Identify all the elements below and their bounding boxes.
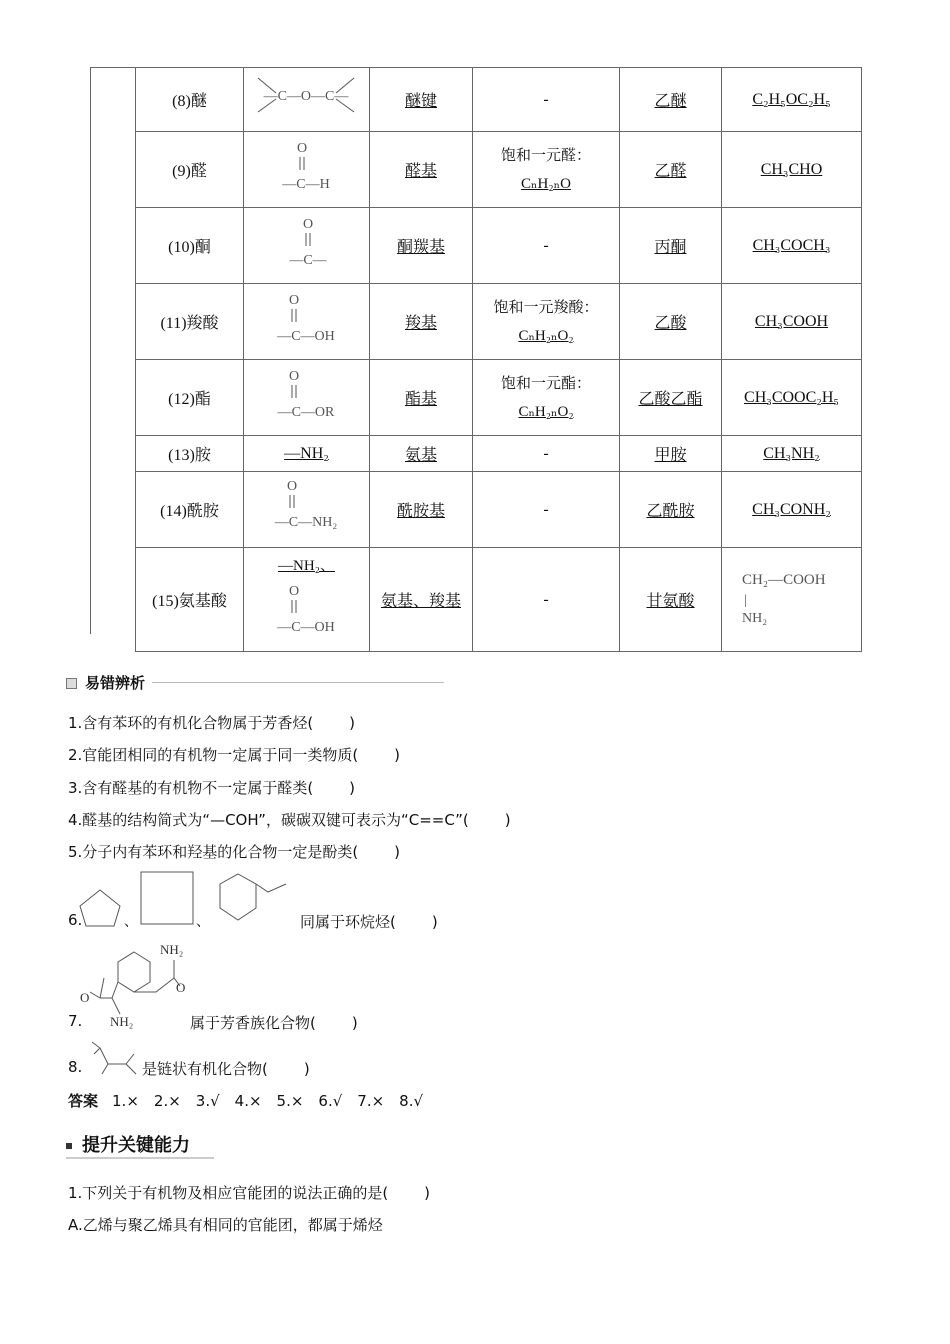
general-formula-cell: 饱和一元酯： CₙH₂ₙO₂ <box>473 360 620 436</box>
svg-text:—C—OH: —C—OH <box>277 619 335 635</box>
functional-group-table <box>135 67 862 652</box>
svg-text:、: 、 <box>124 915 138 930</box>
svg-text:—C—O—C—: —C—O—C— <box>263 89 349 104</box>
carboxylic-acid-structure <box>244 284 369 354</box>
amide-structure <box>244 472 369 542</box>
general-formula-cell: - <box>473 208 620 284</box>
class-cell: (15)氨基酸 <box>136 548 244 652</box>
name-cell: 甘氨酸 <box>620 548 722 652</box>
aldehyde-structure <box>244 132 369 202</box>
formula-cell <box>722 548 862 652</box>
question-item: 属于芳香族化合物( ) <box>190 1014 358 1032</box>
general-formula-cell: - <box>473 68 620 132</box>
structure-cell <box>244 208 370 284</box>
cyclobutane-ring <box>141 872 193 924</box>
table-row <box>136 208 862 284</box>
section-title-ability: 提升关键能力 <box>66 1131 190 1157</box>
formula-cell: CH₃COOH <box>722 284 862 360</box>
name-cell: 乙酸 <box>620 284 722 360</box>
ketone-structure <box>244 208 369 278</box>
cyclohexane-ring <box>220 874 256 920</box>
svg-text:O: O <box>288 583 300 599</box>
general-formula-cell: - <box>473 436 620 472</box>
formula-cell: C₂H₅OC₂H₅ <box>722 68 862 132</box>
general-formula-cell: - <box>473 548 620 652</box>
structure-cell: —NH₂、 O —C—OH <box>244 548 370 652</box>
general-formula-cell: 饱和一元羧酸： CₙH₂ₙO₂ <box>473 284 620 360</box>
question-item: 3.含有醛基的有机物不一定属于醛类( ) <box>68 779 356 797</box>
answer-line: 答案 1.× 2.× 3.√ 4.× 5.× 6.√ 7.× 8.√ <box>68 1092 424 1110</box>
svg-text:NH₂: NH₂ <box>160 942 184 957</box>
svg-text:—C—H: —C—H <box>282 177 330 192</box>
class-cell: (14)酰胺 <box>136 472 244 548</box>
svg-text:—C—NH₂: —C—NH₂ <box>274 515 338 530</box>
table-row <box>136 132 862 208</box>
question-8-number: 8. <box>68 1058 83 1076</box>
class-cell: (10)酮 <box>136 208 244 284</box>
formula-cell: CH₃CHO <box>722 132 862 208</box>
table-left-column <box>90 67 136 634</box>
svg-text:O: O <box>80 990 90 1005</box>
question-item: 5.分子内有苯环和羟基的化合物一定是酚类( ) <box>68 843 401 861</box>
amino-acid-structure <box>244 579 369 641</box>
name-cell: 乙酸乙酯 <box>620 360 722 436</box>
question-item: 1.下列关于有机物及相应官能团的说法正确的是( ) <box>68 1184 431 1202</box>
class-cell: (12)酯 <box>136 360 244 436</box>
cyclopentane-ring <box>80 890 120 926</box>
group-cell: 氨基、羧基 <box>370 548 473 652</box>
name-cell: 乙醛 <box>620 132 722 208</box>
ester-structure <box>244 360 369 430</box>
svg-text:O: O <box>176 980 186 995</box>
svg-text:O: O <box>286 479 298 494</box>
table-row <box>136 472 862 548</box>
formula-cell: CH₃COOC₂H₅ <box>722 360 862 436</box>
svg-text:O: O <box>288 369 300 384</box>
question-item: 1.含有苯环的有机化合物属于芳香烃( ) <box>68 714 356 732</box>
question-6-number: 6. <box>68 911 83 929</box>
structure-cell: —NH₂ <box>244 436 370 472</box>
structure-cell <box>244 68 370 132</box>
section-marker-icon <box>66 678 77 689</box>
question-item: 4.醛基的结构简式为“—COH”，碳碳双键可表示为“C==C”( ) <box>68 811 511 829</box>
svg-text:CH₂—COOH: CH₂—COOH <box>742 572 826 588</box>
svg-text:—C—: —C— <box>289 253 327 268</box>
table-row <box>136 68 862 132</box>
structure-cell <box>244 284 370 360</box>
amino-ketone-structure <box>76 938 196 1030</box>
class-cell: (11)羧酸 <box>136 284 244 360</box>
table-row <box>136 436 862 472</box>
section-divider <box>66 1157 214 1159</box>
question-item: 同属于环烷烃( ) <box>300 913 438 931</box>
name-cell: 乙酰胺 <box>620 472 722 548</box>
name-cell: 丙酮 <box>620 208 722 284</box>
class-cell: (9)醛 <box>136 132 244 208</box>
group-cell: 氨基 <box>370 436 473 472</box>
question-7-number: 7. <box>68 1012 83 1030</box>
group-cell: 醛基 <box>370 132 473 208</box>
svg-text:NH₂: NH₂ <box>742 611 768 626</box>
svg-text:O: O <box>296 141 308 156</box>
group-cell: 酮羰基 <box>370 208 473 284</box>
table-row <box>136 548 862 652</box>
question-item: 是链状有机化合物( ) <box>142 1060 310 1078</box>
cycloalkane-structures <box>78 868 318 938</box>
svg-text:—C—OH: —C—OH <box>277 329 335 344</box>
structure-cell <box>244 360 370 436</box>
question-item: 2.官能团相同的有机物一定属于同一类物质( ) <box>68 746 401 764</box>
option-a: A.乙烯与聚乙烯具有相同的官能团，都属于烯烃 <box>68 1216 383 1234</box>
structure-cell <box>244 472 370 548</box>
general-formula-cell: 饱和一元醛： CₙH₂ₙO <box>473 132 620 208</box>
formula-cell: CH₃COCH₃ <box>722 208 862 284</box>
table-row <box>136 360 862 436</box>
class-cell: (8)醚 <box>136 68 244 132</box>
group-cell: 羧基 <box>370 284 473 360</box>
section-title-errors: 易错辨析 <box>66 672 145 693</box>
glycine-structure <box>722 562 861 632</box>
class-cell: (13)胺 <box>136 436 244 472</box>
svg-text:、: 、 <box>196 915 210 930</box>
structure-cell <box>244 132 370 208</box>
name-cell: 乙醚 <box>620 68 722 132</box>
formula-cell: CH₃CONH₂ <box>722 472 862 548</box>
svg-text:O: O <box>288 293 300 308</box>
section-divider <box>152 682 444 683</box>
ether-structure <box>244 68 369 126</box>
table-row <box>136 284 862 360</box>
svg-text:O: O <box>302 217 314 232</box>
svg-text:—C—OR: —C—OR <box>277 405 335 420</box>
svg-text:NH₂: NH₂ <box>110 1014 134 1029</box>
group-cell: 酰胺基 <box>370 472 473 548</box>
formula-cell: CH₃NH₂ <box>722 436 862 472</box>
general-formula-cell: - <box>473 472 620 548</box>
name-cell: 甲胺 <box>620 436 722 472</box>
section-marker-icon <box>66 1143 72 1149</box>
branched-chain-structure <box>92 1040 142 1080</box>
svg-text:|: | <box>744 593 747 608</box>
group-cell: 酯基 <box>370 360 473 436</box>
group-cell: 醚键 <box>370 68 473 132</box>
